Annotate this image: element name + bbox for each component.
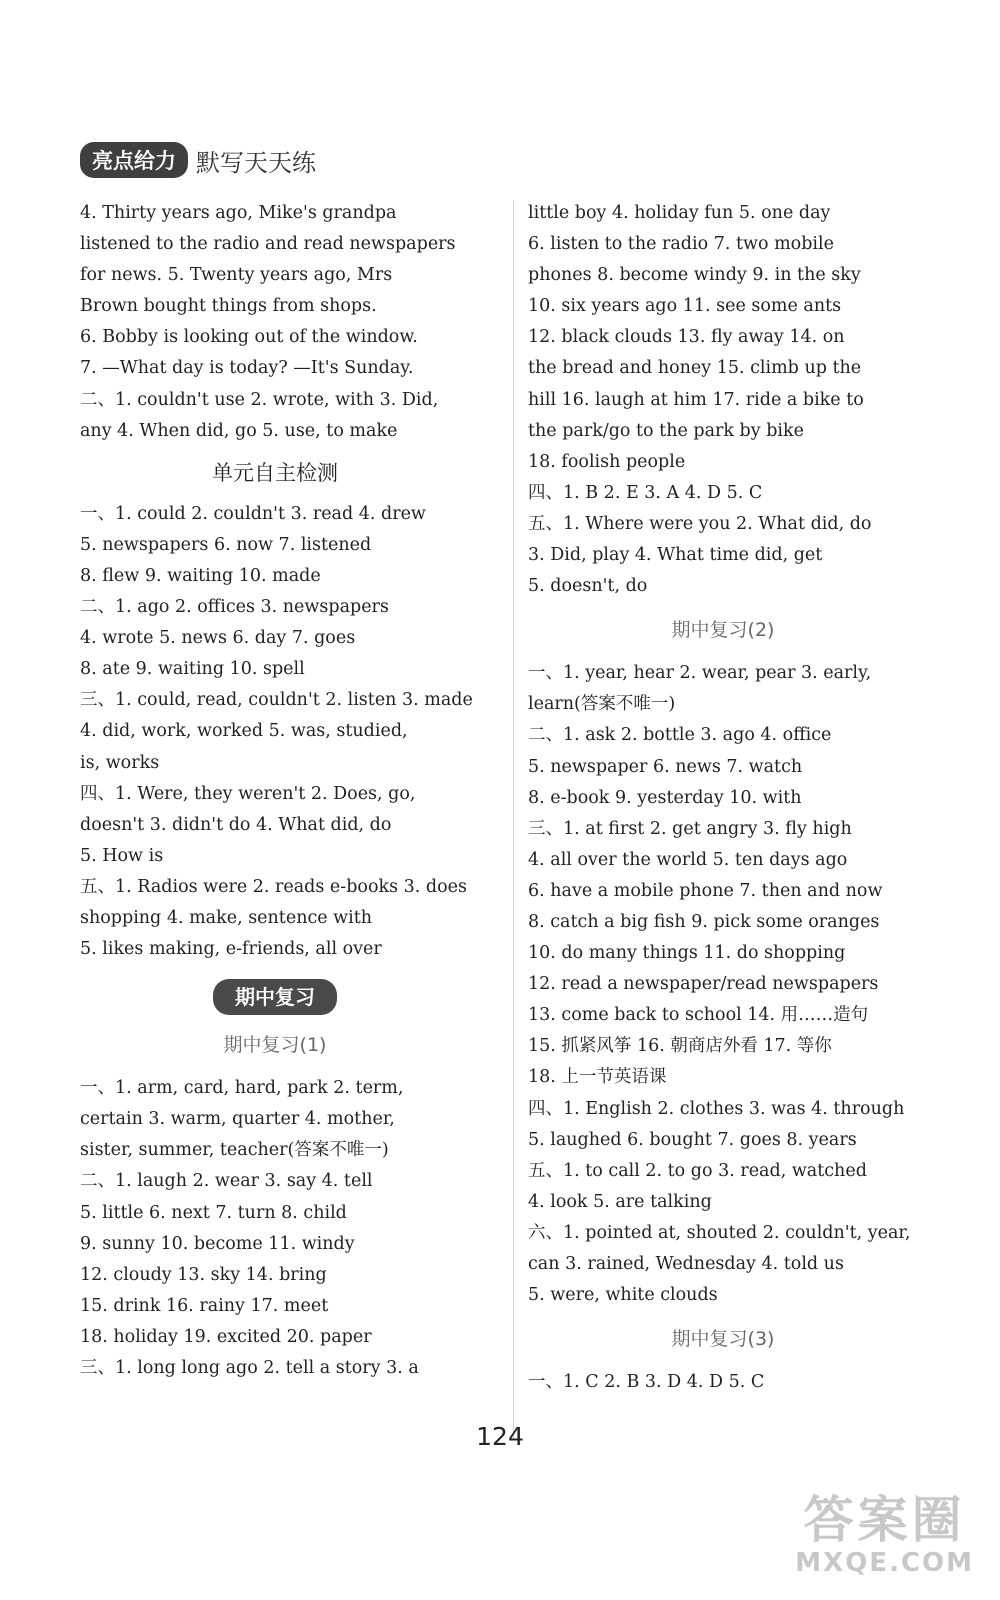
- answer-line: 二、1. ago 2. offices 3. newspapers: [80, 597, 389, 618]
- answer-line: 10. do many things 11. do shopping: [528, 943, 846, 964]
- answer-line: any 4. When did, go 5. use, to make: [80, 420, 398, 441]
- answer-line: 5. laughed 6. bought 7. goes 8. years: [528, 1129, 857, 1150]
- watermark-en: MXQE.COM: [795, 1548, 974, 1578]
- answer-line: 4. Thirty years ago, Mike's grandpa: [80, 203, 397, 223]
- answer-line: 12. read a newspaper/read newspapers: [528, 974, 879, 995]
- answer-line: 5. newspapers 6. now 7. listened: [80, 534, 372, 555]
- answer-line: 6. have a mobile phone 7. then and now: [528, 880, 883, 901]
- page-header: [80, 142, 316, 178]
- answer-line: 一、1. arm, card, hard, park 2. term,: [80, 1078, 404, 1099]
- answer-line: 5. How is: [80, 845, 164, 866]
- answer-line: 6. Bobby is looking out of the window.: [80, 327, 418, 348]
- answer-line: 五、1. Where were you 2. What did, do: [528, 513, 872, 534]
- answer-line: learn(答案不唯一): [528, 694, 676, 715]
- answer-line: 四、1. Were, they weren't 2. Does, go,: [80, 783, 416, 804]
- page-number: 124: [476, 1422, 524, 1451]
- answer-line: for news. 5. Twenty years ago, Mrs: [80, 265, 393, 286]
- section-subtitle: 期中复习(1): [223, 1034, 327, 1057]
- answer-line: 12. cloudy 13. sky 14. bring: [80, 1264, 327, 1285]
- answer-line: 5. newspaper 6. news 7. watch: [528, 756, 803, 777]
- section-subtitle: 期中复习(3): [671, 1328, 775, 1351]
- answer-line: 8. e-book 9. yesterday 10. with: [528, 787, 802, 808]
- answer-line: 4. all over the world 5. ten days ago: [528, 849, 848, 870]
- answer-line: 8. flew 9. waiting 10. made: [80, 565, 321, 586]
- answer-line: the bread and honey 15. climb up the: [528, 358, 862, 379]
- answer-line: is, works: [80, 752, 160, 773]
- answer-line: 4. wrote 5. news 6. day 7. goes: [80, 628, 356, 649]
- answer-line: 二、1. couldn't use 2. wrote, with 3. Did,: [80, 389, 439, 410]
- answer-line: 4. look 5. are talking: [528, 1191, 712, 1212]
- answer-line: 5. were, white clouds: [528, 1285, 718, 1306]
- section-title: 单元自主检测: [212, 460, 338, 485]
- watermark-cn: 答案圈: [803, 1491, 966, 1549]
- answer-line: sister, summer, teacher(答案不唯一): [80, 1140, 389, 1161]
- answer-line: 18. foolish people: [528, 451, 686, 472]
- answer-line: 一、1. year, hear 2. wear, pear 3. early,: [528, 663, 872, 684]
- answer-line: little boy 4. holiday fun 5. one day: [528, 203, 831, 223]
- answer-line: 13. come back to school 14. 用……造句: [528, 1005, 869, 1026]
- answer-line: 6. listen to the radio 7. two mobile: [528, 234, 834, 255]
- answer-line: 五、1. to call 2. to go 3. read, watched: [528, 1160, 867, 1181]
- answer-line: 9. sunny 10. become 11. windy: [80, 1233, 355, 1254]
- answer-line: 12. black clouds 13. fly away 14. on: [528, 327, 845, 348]
- answer-line: 8. catch a big fish 9. pick some oranges: [528, 911, 880, 932]
- answer-line: hill 16. laugh at him 17. ride a bike to: [528, 389, 864, 410]
- answer-line: doesn't 3. didn't do 4. What did, do: [80, 814, 392, 835]
- answer-line: 二、1. laugh 2. wear 3. say 4. tell: [80, 1171, 373, 1192]
- answer-line: 10. six years ago 11. see some ants: [528, 296, 842, 317]
- answer-line: 三、1. long long ago 2. tell a story 3. a: [80, 1358, 419, 1378]
- section-subtitle: 期中复习(2): [671, 619, 775, 642]
- column-divider: [513, 200, 514, 1440]
- answer-line: 一、1. could 2. couldn't 3. read 4. drew: [80, 503, 426, 524]
- answer-line: phones 8. become windy 9. in the sky: [528, 265, 861, 286]
- answer-line: certain 3. warm, quarter 4. mother,: [80, 1109, 395, 1130]
- answer-line: 18. holiday 19. excited 20. paper: [80, 1326, 372, 1347]
- answer-line: 7. —What day is today? —It's Sunday.: [80, 358, 414, 379]
- right-column: [528, 198, 918, 1398]
- answer-line: 3. Did, play 4. What time did, get: [528, 545, 823, 566]
- answer-line: 三、1. could, read, couldn't 2. listen 3. made: [80, 690, 473, 711]
- answer-line: 15. drink 16. rainy 17. meet: [80, 1295, 329, 1316]
- answer-line: 一、1. C 2. B 3. D 4. D 5. C: [528, 1372, 765, 1393]
- answer-line: 六、1. pointed at, shouted 2. couldn't, year,: [528, 1222, 911, 1243]
- answer-line: 二、1. ask 2. bottle 3. ago 4. office: [528, 725, 832, 746]
- answer-line: Brown bought things from shops.: [80, 296, 377, 317]
- answer-line: 15. 抓紧风筝 16. 朝商店外看 17. 等你: [528, 1036, 832, 1057]
- answer-line: listened to the radio and read newspapers: [80, 234, 456, 255]
- left-column: [80, 198, 473, 1384]
- answer-line: shopping 4. make, sentence with: [80, 907, 373, 928]
- header-title: 默写天天练: [196, 148, 316, 177]
- answer-line: the park/go to the park by bike: [528, 420, 804, 441]
- section-pill-wrap: [80, 979, 470, 1017]
- answer-line: 三、1. at first 2. get angry 3. fly high: [528, 818, 852, 839]
- answer-line: 5. likes making, e-friends, all over: [80, 939, 382, 960]
- answer-line: 5. little 6. next 7. turn 8. child: [80, 1202, 347, 1223]
- section-pill: 期中复习: [213, 979, 337, 1015]
- brand-badge: 亮点给力: [80, 142, 188, 178]
- answer-line: 五、1. Radios were 2. reads e-books 3. does: [80, 876, 467, 897]
- watermark-logo: [795, 1492, 974, 1578]
- answer-line: 4. did, work, worked 5. was, studied,: [80, 721, 408, 742]
- answer-line: 8. ate 9. waiting 10. spell: [80, 659, 305, 680]
- answer-line: 5. doesn't, do: [528, 576, 648, 597]
- answer-line: can 3. rained, Wednesday 4. told us: [528, 1254, 844, 1274]
- answer-line: 四、1. English 2. clothes 3. was 4. through: [528, 1098, 905, 1119]
- answer-line: 18. 上一节英语课: [528, 1067, 667, 1088]
- answer-line: 四、1. B 2. E 3. A 4. D 5. C: [528, 482, 763, 503]
